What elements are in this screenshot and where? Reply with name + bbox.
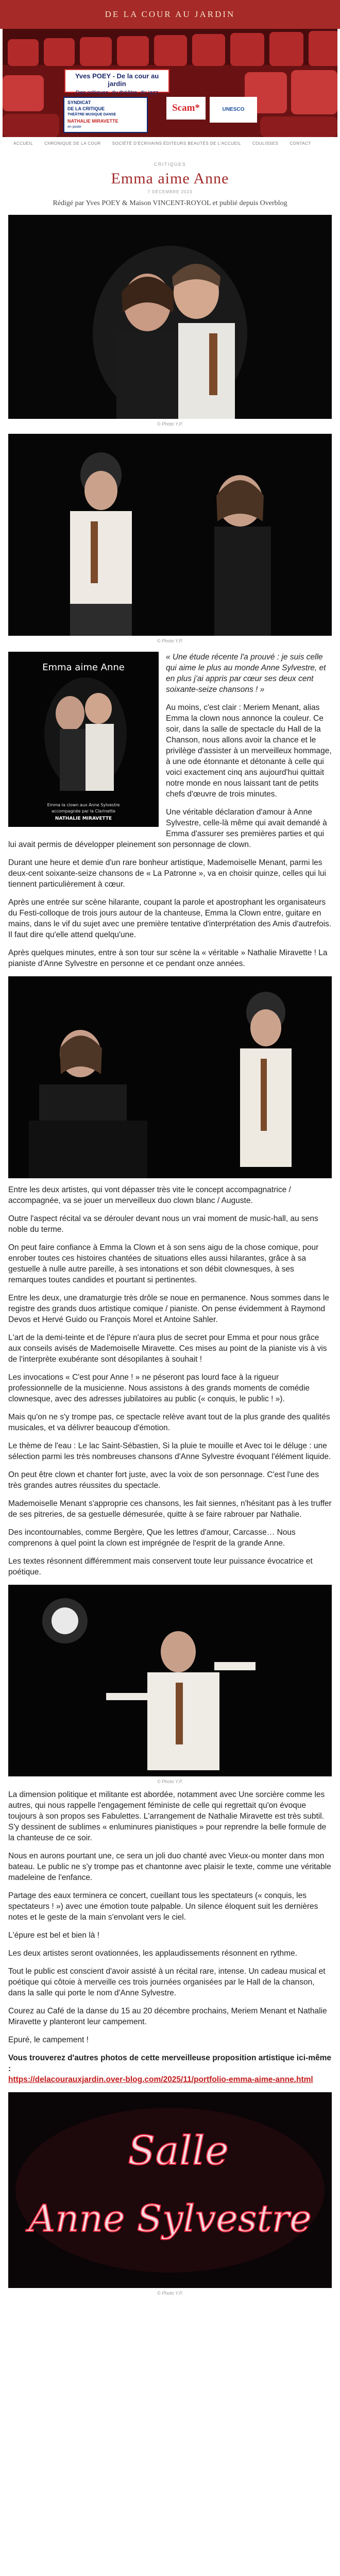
site-banner <box>3 29 337 137</box>
more-photos-label: Vous trouverez d'autres photos de cette merveilleuse proposition artistique ici-même : <box>8 2054 332 2073</box>
banner-title-box[interactable] <box>64 69 169 96</box>
paragraph-2: Au moins, c'est clair : Meriem Menant, alias Emma la clown nous annonce la couleur. Ce soir, dans la salle de spectacle du Hall de la Chanson, nous allons avoir la chance et le privilège d'assister à un merveilleux hommage, à une ode étonnante et détonante à celle qui voici exactement cinq ans aujourd'hui quittait notre monde en nous laissant tant de petits chefs d'œuvre de trois minutes. <box>166 703 332 799</box>
article-body-continued <box>0 1789 340 2085</box>
article-title[interactable]: Emma aime Anne <box>111 170 229 187</box>
portfolio-link[interactable]: https://delacourauxjardin.over-blog.com/2025/11/portfolio-emma-aime-anne.html <box>8 2075 313 2084</box>
site-title[interactable]: DE LA COUR AU JARDIN <box>105 9 235 19</box>
article-body <box>0 1184 340 1578</box>
photo-neon-sign <box>8 2092 332 2288</box>
paragraph-18: Les textes résonnent différemment mais conservent toute leur puissance évocatrice et poétique. <box>8 1557 313 1577</box>
paragraph-10: Entre les deux, une dramaturgie très drôle se noue en permanence. Nous sommes dans le registre des grands duos artistique comique / pianiste. On pense évidemment à Raymond Devos et Hervé Guido ou François Morel et Antoine Sahler. <box>8 1294 329 1324</box>
paragraph-11: L'art de la demi-teinte et de l'épure n'aura plus de secret pour Emma et pour nous grâce aux conseils avisés de Mademoiselle Miravette. Ces mises au point de la pianiste vis à vis de l'interprète exubérante sont désopilantes à souhait ! <box>8 1333 327 1364</box>
photo-5-illustration <box>8 1585 332 1776</box>
photo-6-illustration <box>8 2092 332 2288</box>
paragraph-19: La dimension politique et militante est abordée, notamment avec Une sorcière comme les autres, qui nous rappelle l'engagement féministe de celle qui regrettait qu'on évoque toujours à son propos ses Fabulettes. L'arrangement de Nathalie Miravette est très subtil. S'y dessinent de sublimes « enluminures pianistiques » pour reprendre la belle formule de la chanteuse de ce soir. <box>8 1790 327 1842</box>
banner-title: Yves POEY - De la cour au jardin <box>75 72 159 88</box>
paragraph-24: Tout le public est conscient d'avoir assisté à un récital rare, intense. Un cadeau musical et poétique qui côtoie à merveille ces trois journées organisées par le Hall de la chanson, dans la salle qui porte le nom d'Anne Sylvestre. <box>8 1967 326 1997</box>
paragraph-21: Partage des eaux terminera ce concert, cueillant tous les spectateurs (« conquis, les spectateurs ! ») avec une émotion toute palpable. Un silence éloquent suit les dernières notes et le geste de la main s'envolant vers le ciel. <box>8 1891 318 1922</box>
paragraph-5: Après une entrée sur scène hilarante, coupant la parole et apostrophant les organisateurs du Festi-colloque de trois jours autour de la chanteuse, Emma la Clown entre, guitare en mains, dans le vif du sujet avec une première tentative d'interprétation des Amis d'autrefois. Il faut dire qu'elle attend quelqu'une. <box>8 898 332 939</box>
paragraph-4: Durant une heure et demie d'un rare bonheur artistique, Mademoiselle Menant, parmi les deux-cent soixante-seize chansons de « La Patronne », va en choisir quinze, celles qui lui tiennent particulièrement à cœur. <box>8 858 326 889</box>
paragraph-1: « Une étude récente l'a prouvé : je suis celle qui aime le plus au monde Anne Sylvestre, et en plus j'ai appris par cœur ses deux cent soixante-seize chansons ! » <box>166 653 326 694</box>
poster-title: Emma aime Anne <box>42 662 125 673</box>
syndicat-member: NATHALIE MIRAVETTE <box>67 118 118 124</box>
paragraph-26: Epuré, le campement ! <box>8 2036 89 2044</box>
paragraph-8: Outre l'aspect récital va se dérouler devant nous un vrai moment de music-hall, au sens noble du terme. <box>8 1214 318 1234</box>
paragraph-22: L'épure est bel et bien là ! <box>8 1931 100 1940</box>
paragraph-12: Les invocations « C'est pour Anne ! » ne péseront pas lourd face à la rigueur professionnelle de la musicienne. Nous assistons à des grands moments de comédie clownesque, avec des adresses jubilatoires au public (« conquis, le public ! »). <box>8 1373 310 1403</box>
nav-item-chronique[interactable]: CHRONIQUE DE LA COUR <box>44 141 101 146</box>
paragraph-6: Après quelques minutes, entre à son tour sur scène la « véritable » Nathalie Miravette ! La pianiste d'Anne Sylvestre en personne et ce pendant onze années. <box>8 948 328 968</box>
photo-two-performers-embrace <box>8 215 332 419</box>
neon-sign-line-2: Anne Sylvestre <box>28 2197 312 2240</box>
scam-logo: Scam* <box>166 97 206 120</box>
poster-illustration <box>8 652 159 827</box>
syndicat-line-1: SYNDICAT <box>67 100 91 105</box>
syndicat-logo <box>63 97 148 133</box>
neon-sign-line-1: Salle <box>128 2128 229 2174</box>
nav-item-contact[interactable]: CONTACT <box>290 141 311 146</box>
theatre-seats-illustration <box>3 29 337 137</box>
paragraph-23: Les deux artistes seront ovationnées, les applaudissements résonnent en rythme. <box>8 1949 297 1958</box>
paragraph-20: Nous en aurons pourtant une, ce sera un joli duo chanté avec Vieux-ou monter dans mon bateau. Le public ne s'y trompe pas et chantonne avec plaisir le texte, comme une véritable madeleine de l'enfance. <box>8 1852 331 1882</box>
photo-4-illustration <box>8 976 332 1178</box>
main-navigation <box>0 137 340 152</box>
syndicat-line-3: THÉÂTRE MUSIQUE DANSE <box>67 113 116 116</box>
nav-item-coulisses[interactable]: COULISSES <box>252 141 279 146</box>
poster-section <box>0 652 340 976</box>
paragraph-17: Des incontournables, comme Bergère, Que les lettres d'amour, Carcasse… Nous comprenons à quel point la clown est imprégnée de l'esprit de la grande Anne. <box>8 1528 296 1548</box>
article-date: 7 DÉCEMBRE 2023 <box>147 190 193 194</box>
paragraph-27 <box>8 2053 332 2085</box>
paragraph-14: Le thème de l'eau : Le lac Saint-Sébastien, Si la pluie te mouille et Avec toi le déluge : une sélection parmi les très nombreuses chansons d'Anne Sylvestre évoquant l'élément liquide. <box>8 1442 331 1461</box>
article-byline: Rédigé par Yves POEY & Maison VINCENT-ROYOL et publié depuis Overblog <box>53 199 287 207</box>
photo-2-illustration <box>8 434 332 636</box>
paragraph-3: Une véritable déclaration d'amour à Anne Sylvestre, celle-là même qui avait demandé à Emma d'assurer ses premières parties et qui lui avait permis de développer pleinement son personnage de clown. <box>8 808 327 849</box>
nav-item-societe[interactable]: SOCIÉTÉ D'ÉCRIVAINS ÉDITEURS BEAUTÉS DE L'ACCUEIL <box>112 141 241 146</box>
poster-caption-1: Emma la clown aux Anne Sylvestre <box>47 803 120 807</box>
syndicat-line-2: DE LA CRITIQUE <box>67 106 105 111</box>
unesco-logo: UNESCO <box>210 97 257 123</box>
photo-clown-singing-spotlight <box>8 1585 332 1776</box>
banner-subtitle: Des critiques, du théâtre, du jazz <box>75 90 159 96</box>
paragraph-7: Entre les deux artistes, qui vont dépasser très vite le concept accompagnatrice / accompagnée, va se jouer un merveilleux duo clown blanc / Auguste. <box>8 1185 291 1205</box>
syndicat-member-suffix: en poste <box>67 125 81 129</box>
paragraph-9: On peut faire confiance à Emma la Clown et à son sens aigu de la chose comique, pour enrober toutes ces histoires chantées de situations elles aussi hilarantes, grâce à sa gestuelle à nulle autre pareille, à ses intonations et son débit clownesques, à ses remarques toutes candides et pourtant si pertinentes. <box>8 1243 319 1284</box>
photo-1-credit: © Photo Y.P. <box>157 421 183 427</box>
nav-item-home[interactable]: ACCUEIL <box>13 141 33 146</box>
poster-caption-3: NATHALIE MIRAVETTE <box>55 816 112 821</box>
article-category[interactable]: CRITIQUES <box>154 162 186 167</box>
paragraph-16: Mademoiselle Menant s'approprie ces chansons, les fait siennes, n'hésitant pas à les truffer de ses pitreries, de sa gestuelle démesurée, quitte à se faire rabrouer par Nathalie. <box>8 1499 332 1519</box>
photo-6-credit: © Photo Y.P. <box>157 2291 183 2296</box>
poster-caption-2: accompagnée par la Clarinette <box>52 809 115 814</box>
paragraph-15: On peut être clown et chanter fort juste, avec la voix de son personnage. C'est l'une des très grandes autres réussites du spectacle. <box>8 1470 319 1490</box>
paragraph-13: Mais qu'on ne s'y trompe pas, ce spectacle relève avant tout de la plus grande des qualités musicales, et va délivrer beaucoup d'émotion. <box>8 1413 330 1432</box>
photo-5-credit: © Photo Y.P. <box>157 1779 183 1784</box>
photo-1-illustration <box>8 215 332 419</box>
photo-pianist-and-clown <box>8 976 332 1178</box>
poster-image <box>8 652 159 827</box>
paragraph-25: Courez au Café de la danse du 15 au 20 décembre prochains, Meriem Menant et Nathalie Miravette y planteront leur campement. <box>8 2007 327 2026</box>
site-title-bar[interactable] <box>0 0 340 29</box>
photo-2-credit: © Photo Y.P. <box>157 638 183 643</box>
photo-two-performers-side-by-side <box>8 434 332 636</box>
